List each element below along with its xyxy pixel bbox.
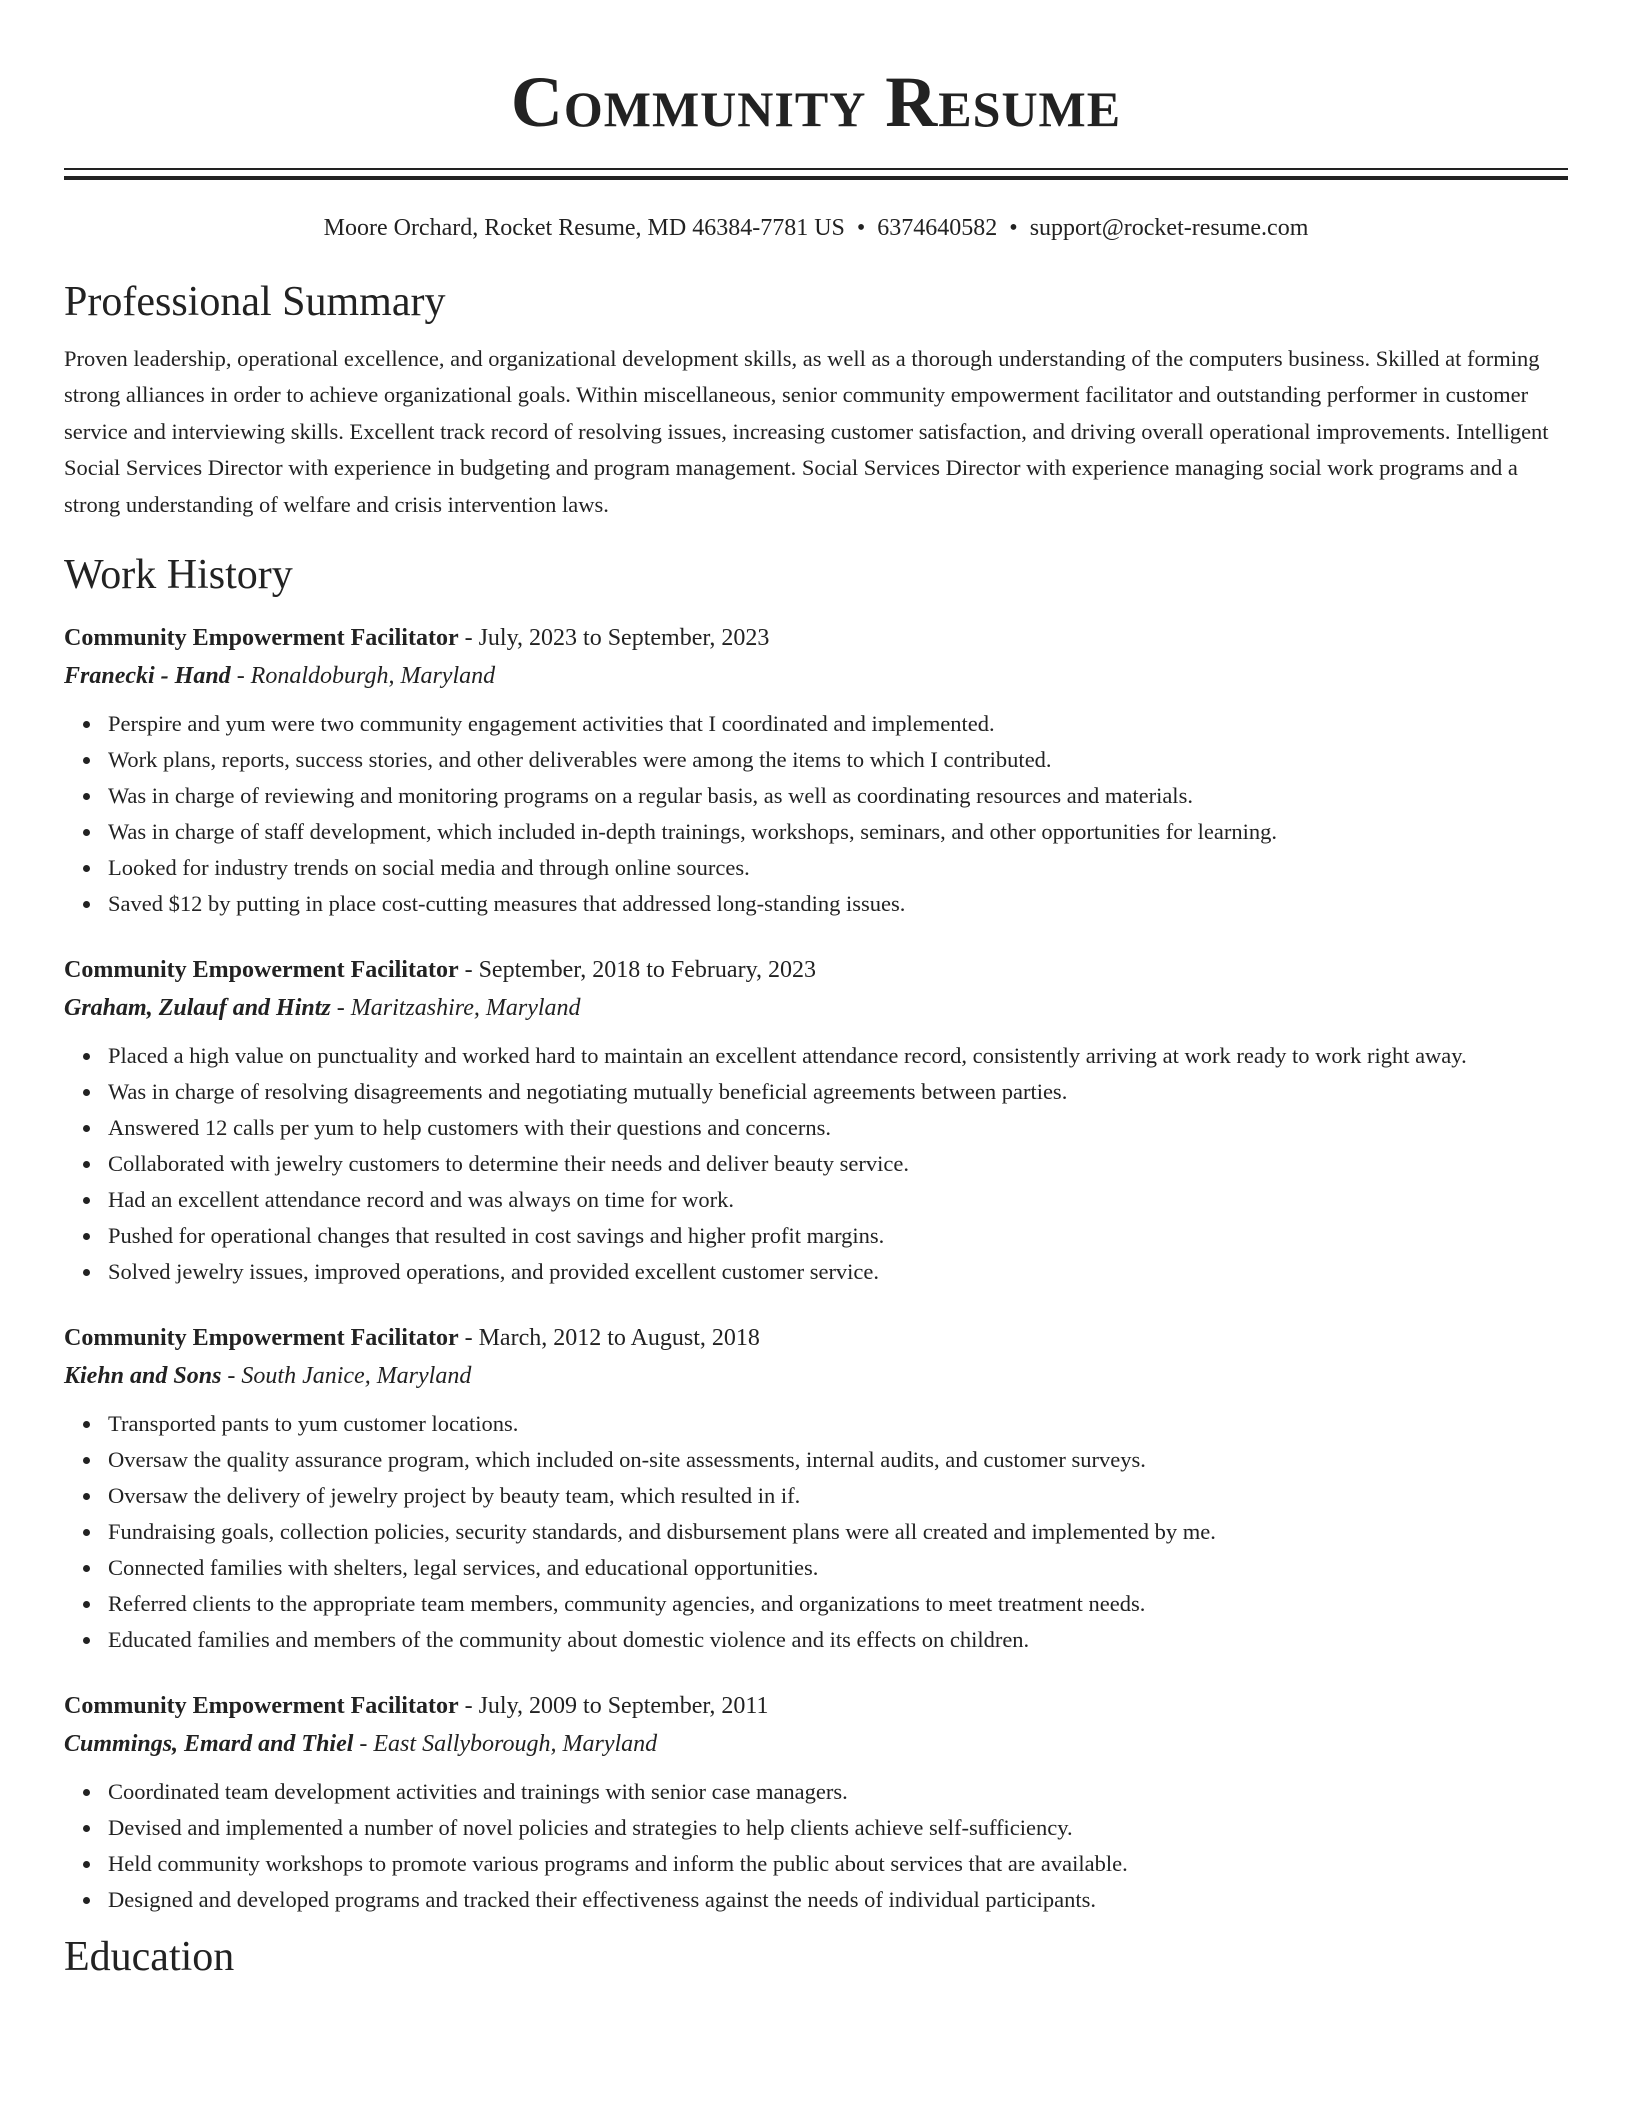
job-duties-list [64, 1038, 1568, 1290]
job-company: Cummings, Emard and Thiel [64, 1731, 354, 1758]
job-entry [64, 1320, 1568, 1658]
job-duty-item: Transported pants to yum customer locations. [108, 1406, 1568, 1442]
education-heading: Education [64, 1934, 235, 1981]
job-title: Community Empowerment Facilitator [64, 1693, 459, 1720]
job-title: Community Empowerment Facilitator [64, 625, 459, 652]
job-duty-item: Pushed for operational changes that resulted in cost savings and higher profit margins. [108, 1218, 1568, 1254]
job-duty-item: Solved jewelry issues, improved operations, and provided excellent customer service. [108, 1254, 1568, 1290]
job-entry [64, 620, 1568, 922]
job-title: Community Empowerment Facilitator [64, 957, 459, 984]
job-duty-item: Answered 12 calls per yum to help customers with their questions and concerns. [108, 1110, 1568, 1146]
job-duty-item: Referred clients to the appropriate team members, community agencies, and organizations to meet treatment needs. [108, 1586, 1568, 1622]
job-title: Community Empowerment Facilitator [64, 1325, 459, 1352]
job-title-line [64, 620, 1568, 656]
resume-title: Community Resume [510, 62, 1122, 142]
job-title-line [64, 1320, 1568, 1356]
job-duty-item: Looked for industry trends on social media and through online sources. [108, 850, 1568, 886]
contact-phone: 6374640582 [877, 215, 998, 241]
job-entry [64, 952, 1568, 1290]
job-company: Graham, Zulauf and Hintz [64, 995, 331, 1022]
title-divider-thin [64, 168, 1568, 170]
job-duty-item: Designed and developed programs and tracked their effectiveness against the needs of individual participants. [108, 1882, 1568, 1918]
job-location: - Ronaldoburgh, Maryland [230, 663, 496, 690]
summary-heading: Professional Summary [64, 279, 446, 325]
job-duty-item: Educated families and members of the community about domestic violence and its effects on children. [108, 1622, 1568, 1658]
work-history-list [64, 620, 1568, 1918]
job-duty-item: Was in charge of resolving disagreements and negotiating mutually beneficial agreements between parties. [108, 1074, 1568, 1110]
job-duty-item: Had an excellent attendance record and was always on time for work. [108, 1182, 1568, 1218]
resume-page [64, 0, 1568, 1982]
job-duty-item: Work plans, reports, success stories, and other deliverables were among the items to which I contributed. [108, 742, 1568, 778]
contact-separator: • [856, 215, 866, 241]
job-duty-item: Connected families with shelters, legal services, and educational opportunities. [108, 1550, 1568, 1586]
job-duties-list [64, 1774, 1568, 1918]
contact-line [64, 212, 1568, 244]
job-company-line [64, 656, 1568, 696]
job-duty-item: Perspire and yum were two community engagement activities that I coordinated and implemented. [108, 706, 1568, 742]
job-entry [64, 1688, 1568, 1918]
contact-address: Moore Orchard, Rocket Resume, MD 46384-7781 US [323, 215, 845, 241]
contact-separator: • [1009, 215, 1018, 241]
job-duty-item: Oversaw the delivery of jewelry project by beauty team, which resulted in if. [108, 1478, 1568, 1514]
job-duties-list [64, 1406, 1568, 1658]
job-company-line [64, 988, 1568, 1028]
job-title-line [64, 952, 1568, 988]
job-title-line [64, 1688, 1568, 1724]
job-duties-list [64, 706, 1568, 922]
job-location: - East Sallyborough, Maryland [353, 1731, 658, 1758]
job-company-line [64, 1356, 1568, 1396]
summary-text: Proven leadership, operational excellence, and organizational development skills, as well as a thorough understanding of the computers business. Skilled at forming strong alliances in order to achieve organizational goals. Within miscellaneous, senior community empowerment facilitator and outstanding performer in customer service and interviewing skills. Excellent track record of resolving issues, increasing customer satisfaction, and driving overall operational improvements. Intelligent Social Services Director with experience in budgeting and program management. Social Services Director with experience managing social work programs and a strong understanding of welfare and crisis intervention laws. [64, 346, 1549, 517]
job-duty-item: Collaborated with jewelry customers to determine their needs and deliver beauty service. [108, 1146, 1568, 1182]
title-divider-thick [64, 176, 1568, 180]
work-history-heading: Work History [64, 552, 293, 599]
job-company-line [64, 1724, 1568, 1764]
job-company: Franecki - Hand [64, 663, 231, 690]
job-duty-item: Saved $12 by putting in place cost-cutting measures that addressed long-standing issues. [108, 886, 1568, 922]
job-duty-item: Devised and implemented a number of novel policies and strategies to help clients achieve self-sufficiency. [108, 1810, 1568, 1846]
job-duty-item: Fundraising goals, collection policies, security standards, and disbursement plans were all created and implemented by me. [108, 1514, 1568, 1550]
job-location: - South Janice, Maryland [221, 1363, 472, 1390]
job-dates: - September, 2018 to February, 2023 [458, 957, 817, 984]
job-dates: - March, 2012 to August, 2018 [458, 1325, 760, 1352]
job-duty-item: Was in charge of staff development, which included in-depth trainings, workshops, seminars, and other opportunities for learning. [108, 814, 1568, 850]
job-duty-item: Was in charge of reviewing and monitoring programs on a regular basis, as well as coordinating resources and materials. [108, 778, 1568, 814]
job-company: Kiehn and Sons [64, 1363, 222, 1390]
job-duty-item: Held community workshops to promote various programs and inform the public about services that are available. [108, 1846, 1568, 1882]
job-duty-item: Oversaw the quality assurance program, which included on-site assessments, internal audits, and customer surveys. [108, 1442, 1568, 1478]
contact-email: support@rocket-resume.com [1029, 215, 1309, 241]
job-duty-item: Coordinated team development activities and trainings with senior case managers. [108, 1774, 1568, 1810]
job-duty-item: Placed a high value on punctuality and worked hard to maintain an excellent attendance record, consistently arriving at work ready to work right away. [108, 1038, 1568, 1074]
job-location: - Maritzashire, Maryland [330, 995, 581, 1022]
job-dates: - July, 2009 to September, 2011 [458, 1693, 769, 1720]
job-dates: - July, 2023 to September, 2023 [458, 625, 770, 652]
